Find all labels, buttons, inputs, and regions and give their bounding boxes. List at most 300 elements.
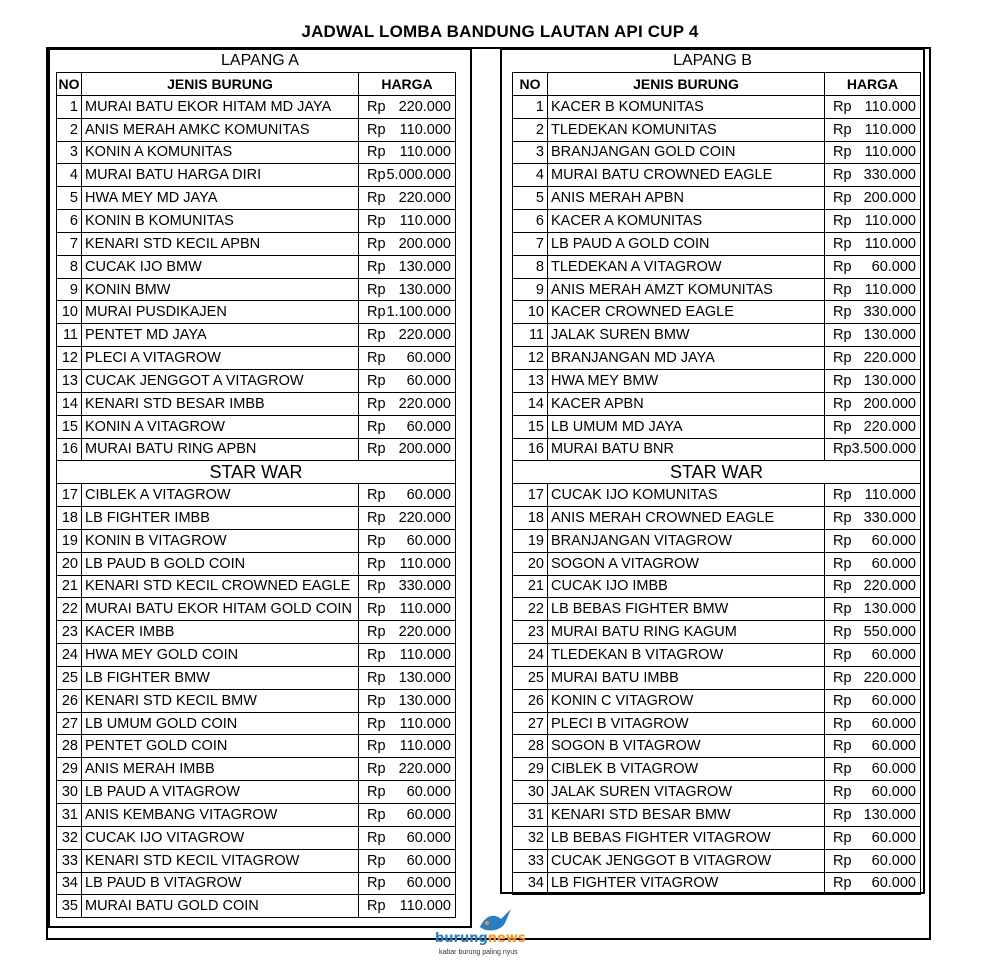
- row-harga: [825, 644, 921, 667]
- row-harga: [359, 210, 456, 233]
- row-jenis-burung: ANIS MERAH CROWNED EAGLE: [548, 507, 825, 530]
- row-no: 20: [513, 552, 548, 575]
- row-currency: Rp: [833, 258, 852, 275]
- row-currency: Rp: [833, 281, 852, 298]
- table-row: [513, 141, 921, 164]
- row-jenis-burung: KENARI STD KECIL VITAGROW: [82, 849, 359, 872]
- row-amount: 60.000: [871, 555, 916, 572]
- row-harga: [825, 164, 921, 187]
- row-jenis-burung: LB FIGHTER VITAGROW: [548, 872, 825, 895]
- row-amount: 3.500.000: [851, 441, 917, 458]
- row-currency: Rp: [367, 692, 386, 709]
- row-amount: 220.000: [398, 509, 451, 526]
- row-harga: [359, 712, 456, 735]
- row-amount: 60.000: [871, 852, 916, 869]
- table-row: [513, 598, 921, 621]
- header-jenis-burung: JENIS BURUNG: [548, 73, 825, 96]
- table-row: [513, 644, 921, 667]
- row-jenis-burung: CUCAK IJO BMW: [82, 255, 359, 278]
- row-harga: [825, 758, 921, 781]
- row-harga: [359, 95, 456, 118]
- row-no: 11: [513, 324, 548, 347]
- table-row: [57, 621, 456, 644]
- row-jenis-burung: SOGON A VITAGROW: [548, 552, 825, 575]
- row-amount: 130.000: [398, 258, 451, 275]
- table-row: [513, 164, 921, 187]
- row-amount: 60.000: [871, 692, 916, 709]
- row-harga: [359, 758, 456, 781]
- row-harga: [359, 301, 456, 324]
- row-harga: [825, 301, 921, 324]
- row-amount: 110.000: [399, 601, 451, 618]
- row-amount: 220.000: [863, 418, 916, 435]
- row-currency: Rp: [833, 235, 852, 252]
- row-jenis-burung: KONIN A KOMUNITAS: [82, 141, 359, 164]
- row-no: 27: [57, 712, 82, 735]
- row-harga: [359, 484, 456, 507]
- row-jenis-burung: CUCAK JENGGOT A VITAGROW: [82, 369, 359, 392]
- row-jenis-burung: HWA MEY BMW: [548, 369, 825, 392]
- row-amount: 110.000: [399, 121, 451, 138]
- row-jenis-burung: KACER IMBB: [82, 621, 359, 644]
- row-jenis-burung: SOGON B VITAGROW: [548, 735, 825, 758]
- row-currency: Rp: [367, 441, 386, 458]
- row-jenis-burung: HWA MEY GOLD COIN: [82, 644, 359, 667]
- row-jenis-burung: CIBLEK A VITAGROW: [82, 484, 359, 507]
- row-currency: Rp: [367, 898, 386, 915]
- row-currency: Rp: [367, 304, 386, 321]
- row-harga: [359, 164, 456, 187]
- burungnews-logo: [435, 905, 545, 965]
- row-amount: 110.000: [399, 647, 451, 664]
- row-currency: Rp: [833, 212, 852, 229]
- header-harga: HARGA: [825, 73, 921, 96]
- row-currency: Rp: [367, 829, 386, 846]
- row-no: 16: [513, 438, 548, 461]
- row-currency: Rp: [833, 852, 852, 869]
- row-harga: [359, 644, 456, 667]
- row-harga: [825, 392, 921, 415]
- table-row: [57, 826, 456, 849]
- row-jenis-burung: CUCAK IJO KOMUNITAS: [548, 484, 825, 507]
- row-amount: 60.000: [871, 784, 916, 801]
- row-jenis-burung: BRANJANGAN GOLD COIN: [548, 141, 825, 164]
- row-jenis-burung: KENARI STD KECIL CROWNED EAGLE: [82, 575, 359, 598]
- table-row: [57, 164, 456, 187]
- row-no: 30: [57, 781, 82, 804]
- row-jenis-burung: KACER A KOMUNITAS: [548, 210, 825, 233]
- table-row: [513, 621, 921, 644]
- row-no: 22: [57, 598, 82, 621]
- row-harga: [359, 141, 456, 164]
- row-no: 9: [57, 278, 82, 301]
- table-row: [57, 392, 456, 415]
- table-row: [513, 552, 921, 575]
- table-row: [57, 95, 456, 118]
- row-currency: Rp: [367, 669, 386, 686]
- row-no: 16: [57, 438, 82, 461]
- table-row: [513, 301, 921, 324]
- row-harga: [825, 598, 921, 621]
- row-amount: 330.000: [863, 304, 916, 321]
- row-currency: Rp: [367, 372, 386, 389]
- row-amount: 330.000: [398, 578, 451, 595]
- row-harga: [359, 392, 456, 415]
- table-row: [513, 712, 921, 735]
- table-row: [513, 392, 921, 415]
- star-war-section-row: [513, 461, 921, 484]
- row-harga: [359, 255, 456, 278]
- table-row: [513, 438, 921, 461]
- row-amount: 330.000: [863, 167, 916, 184]
- row-currency: Rp: [367, 487, 386, 504]
- table-row: [513, 689, 921, 712]
- lapang-a-label: LAPANG A: [221, 52, 299, 69]
- table-row: [57, 712, 456, 735]
- row-jenis-burung: KENARI STD BESAR BMW: [548, 804, 825, 827]
- row-amount: 130.000: [398, 669, 451, 686]
- row-jenis-burung: MURAI BATU EKOR HITAM MD JAYA: [82, 95, 359, 118]
- table-row: [513, 232, 921, 255]
- row-amount: 130.000: [863, 327, 916, 344]
- row-currency: Rp: [833, 532, 852, 549]
- row-currency: Rp: [367, 806, 386, 823]
- table-row: [513, 255, 921, 278]
- row-amount: 200.000: [398, 441, 451, 458]
- row-no: 3: [57, 141, 82, 164]
- row-harga: [825, 141, 921, 164]
- row-no: 10: [57, 301, 82, 324]
- row-jenis-burung: MURAI BATU HARGA DIRI: [82, 164, 359, 187]
- row-currency: Rp: [833, 738, 852, 755]
- row-amount: 220.000: [398, 190, 451, 207]
- row-harga: [825, 210, 921, 233]
- table-row: [513, 826, 921, 849]
- row-currency: Rp: [833, 418, 852, 435]
- row-amount: 110.000: [864, 487, 916, 504]
- row-jenis-burung: LB BEBAS FIGHTER VITAGROW: [548, 826, 825, 849]
- row-jenis-burung: LB PAUD B GOLD COIN: [82, 552, 359, 575]
- row-amount: 110.000: [864, 212, 916, 229]
- row-amount: 5.000.000: [386, 167, 451, 184]
- row-amount: 130.000: [398, 281, 451, 298]
- row-harga: [359, 529, 456, 552]
- row-currency: Rp: [367, 258, 386, 275]
- row-amount: 220.000: [398, 761, 451, 778]
- row-currency: Rp: [833, 784, 852, 801]
- row-no: 32: [57, 826, 82, 849]
- row-jenis-burung: LB FIGHTER BMW: [82, 666, 359, 689]
- row-jenis-burung: BRANJANGAN VITAGROW: [548, 529, 825, 552]
- header-jenis-burung: JENIS BURUNG: [82, 73, 359, 96]
- row-currency: Rp: [367, 235, 386, 252]
- row-jenis-burung: CUCAK IJO IMBB: [548, 575, 825, 598]
- table-row: [57, 575, 456, 598]
- row-currency: Rp: [367, 281, 386, 298]
- row-currency: Rp: [833, 372, 852, 389]
- row-currency: Rp: [367, 738, 386, 755]
- row-jenis-burung: CIBLEK B VITAGROW: [548, 758, 825, 781]
- row-amount: 60.000: [406, 829, 451, 846]
- table-row: [57, 232, 456, 255]
- row-no: 4: [513, 164, 548, 187]
- table-row: [513, 210, 921, 233]
- table-row: [513, 324, 921, 347]
- row-no: 34: [513, 872, 548, 895]
- row-amount: 130.000: [398, 692, 451, 709]
- logo-word-2: news: [487, 931, 526, 946]
- table-row: [57, 758, 456, 781]
- row-currency: Rp: [367, 350, 386, 367]
- table-row: [513, 849, 921, 872]
- row-currency: Rp: [833, 487, 852, 504]
- row-no: 21: [513, 575, 548, 598]
- row-amount: 60.000: [871, 738, 916, 755]
- row-no: 25: [57, 666, 82, 689]
- row-no: 14: [513, 392, 548, 415]
- table-row: [513, 95, 921, 118]
- table-row: [57, 804, 456, 827]
- row-no: 9: [513, 278, 548, 301]
- row-currency: Rp: [833, 875, 852, 892]
- row-no: 15: [57, 415, 82, 438]
- row-harga: [825, 484, 921, 507]
- row-jenis-burung: LB FIGHTER IMBB: [82, 507, 359, 530]
- row-currency: Rp: [833, 509, 852, 526]
- table-row: [513, 529, 921, 552]
- row-harga: [359, 415, 456, 438]
- lapang-b-table: [512, 72, 921, 895]
- row-amount: 220.000: [398, 395, 451, 412]
- table-row: [57, 849, 456, 872]
- table-row: [57, 781, 456, 804]
- row-jenis-burung: MURAI BATU RING KAGUM: [548, 621, 825, 644]
- row-jenis-burung: PLECI A VITAGROW: [82, 347, 359, 370]
- row-no: 27: [513, 712, 548, 735]
- row-amount: 60.000: [871, 715, 916, 732]
- table-row: [57, 598, 456, 621]
- row-jenis-burung: KONIN B VITAGROW: [82, 529, 359, 552]
- row-harga: [359, 118, 456, 141]
- logo-word-1: burung: [435, 931, 488, 946]
- row-amount: 110.000: [399, 144, 451, 161]
- logo-wordmark: [435, 931, 526, 946]
- row-currency: Rp: [833, 190, 852, 207]
- table-row: [513, 781, 921, 804]
- table-row: [57, 644, 456, 667]
- row-no: 35: [57, 895, 82, 918]
- row-amount: 110.000: [864, 235, 916, 252]
- table-row: [513, 735, 921, 758]
- table-row: [513, 804, 921, 827]
- row-amount: 110.000: [864, 281, 916, 298]
- row-jenis-burung: BRANJANGAN MD JAYA: [548, 347, 825, 370]
- row-amount: 60.000: [406, 372, 451, 389]
- table-row: [513, 666, 921, 689]
- row-jenis-burung: TLEDEKAN B VITAGROW: [548, 644, 825, 667]
- row-jenis-burung: MURAI PUSDIKAJEN: [82, 301, 359, 324]
- row-amount: 60.000: [406, 875, 451, 892]
- row-harga: [359, 735, 456, 758]
- row-jenis-burung: KENARI STD BESAR IMBB: [82, 392, 359, 415]
- row-currency: Rp: [833, 761, 852, 778]
- row-no: 17: [513, 484, 548, 507]
- row-amount: 110.000: [399, 555, 451, 572]
- row-harga: [359, 552, 456, 575]
- table-row: [57, 324, 456, 347]
- row-harga: [825, 621, 921, 644]
- row-jenis-burung: ANIS MERAH AMZT KOMUNITAS: [548, 278, 825, 301]
- row-jenis-burung: KACER CROWNED EAGLE: [548, 301, 825, 324]
- row-harga: [359, 666, 456, 689]
- row-no: 33: [513, 849, 548, 872]
- row-amount: 60.000: [871, 647, 916, 664]
- row-amount: 60.000: [406, 350, 451, 367]
- table-header-row: [513, 73, 921, 96]
- table-row: [57, 187, 456, 210]
- row-no: 19: [513, 529, 548, 552]
- row-no: 5: [57, 187, 82, 210]
- row-harga: [359, 232, 456, 255]
- row-amount: 220.000: [863, 350, 916, 367]
- row-no: 13: [57, 369, 82, 392]
- row-no: 1: [513, 95, 548, 118]
- row-jenis-burung: CUCAK IJO VITAGROW: [82, 826, 359, 849]
- row-jenis-burung: ANIS MERAH APBN: [548, 187, 825, 210]
- row-jenis-burung: LB UMUM GOLD COIN: [82, 712, 359, 735]
- row-jenis-burung: KACER APBN: [548, 392, 825, 415]
- row-no: 1: [57, 95, 82, 118]
- row-no: 7: [57, 232, 82, 255]
- row-currency: Rp: [367, 532, 386, 549]
- row-currency: Rp: [833, 144, 852, 161]
- row-jenis-burung: CUCAK JENGGOT B VITAGROW: [548, 849, 825, 872]
- row-amount: 60.000: [871, 829, 916, 846]
- row-no: 5: [513, 187, 548, 210]
- row-harga: [825, 255, 921, 278]
- row-jenis-burung: PENTET MD JAYA: [82, 324, 359, 347]
- row-currency: Rp: [833, 395, 852, 412]
- row-amount: 110.000: [864, 98, 916, 115]
- row-jenis-burung: MURAI BATU RING APBN: [82, 438, 359, 461]
- row-amount: 60.000: [871, 532, 916, 549]
- row-currency: Rp: [367, 418, 386, 435]
- row-jenis-burung: MURAI BATU IMBB: [548, 666, 825, 689]
- table-row: [513, 872, 921, 895]
- row-harga: [825, 95, 921, 118]
- table-row: [513, 758, 921, 781]
- star-war-label: STAR WAR: [57, 461, 456, 484]
- row-jenis-burung: KENARI STD KECIL APBN: [82, 232, 359, 255]
- row-currency: Rp: [367, 875, 386, 892]
- row-currency: Rp: [833, 578, 852, 595]
- row-currency: Rp: [833, 98, 852, 115]
- row-no: 34: [57, 872, 82, 895]
- row-no: 15: [513, 415, 548, 438]
- table-row: [513, 484, 921, 507]
- table-row: [513, 187, 921, 210]
- row-jenis-burung: ANIS MERAH AMKC KOMUNITAS: [82, 118, 359, 141]
- row-no: 8: [513, 255, 548, 278]
- table-row: [513, 118, 921, 141]
- row-no: 29: [513, 758, 548, 781]
- row-amount: 60.000: [406, 784, 451, 801]
- row-harga: [825, 781, 921, 804]
- table-row: [57, 347, 456, 370]
- row-harga: [359, 369, 456, 392]
- row-no: 17: [57, 484, 82, 507]
- row-harga: [825, 438, 921, 461]
- row-no: 13: [513, 369, 548, 392]
- row-no: 18: [57, 507, 82, 530]
- row-currency: Rp: [367, 555, 386, 572]
- row-harga: [825, 826, 921, 849]
- row-no: 6: [57, 210, 82, 233]
- row-currency: Rp: [367, 784, 386, 801]
- row-jenis-burung: ANIS MERAH IMBB: [82, 758, 359, 781]
- row-amount: 220.000: [398, 327, 451, 344]
- table-row: [57, 872, 456, 895]
- table-row: [57, 507, 456, 530]
- table-row: [57, 415, 456, 438]
- row-currency: Rp: [367, 327, 386, 344]
- table-row: [57, 895, 456, 918]
- row-harga: [825, 507, 921, 530]
- row-jenis-burung: LB UMUM MD JAYA: [548, 415, 825, 438]
- row-no: 26: [513, 689, 548, 712]
- row-harga: [359, 278, 456, 301]
- row-harga: [359, 347, 456, 370]
- row-amount: 220.000: [398, 98, 451, 115]
- row-jenis-burung: KONIN A VITAGROW: [82, 415, 359, 438]
- row-amount: 1.100.000: [386, 304, 451, 321]
- row-harga: [825, 552, 921, 575]
- row-harga: [825, 324, 921, 347]
- row-currency: Rp: [367, 624, 386, 641]
- row-amount: 60.000: [406, 487, 451, 504]
- row-currency: Rp: [367, 761, 386, 778]
- row-currency: Rp: [367, 167, 386, 184]
- row-amount: 550.000: [863, 624, 916, 641]
- table-row: [57, 301, 456, 324]
- row-no: 18: [513, 507, 548, 530]
- row-currency: Rp: [367, 190, 386, 207]
- row-amount: 130.000: [863, 601, 916, 618]
- row-currency: Rp: [833, 624, 852, 641]
- row-jenis-burung: LB BEBAS FIGHTER BMW: [548, 598, 825, 621]
- row-amount: 110.000: [864, 144, 916, 161]
- row-no: 30: [513, 781, 548, 804]
- row-no: 28: [513, 735, 548, 758]
- row-harga: [359, 324, 456, 347]
- table-row: [57, 278, 456, 301]
- row-jenis-burung: LB PAUD A VITAGROW: [82, 781, 359, 804]
- table-row: [57, 689, 456, 712]
- row-currency: Rp: [367, 121, 386, 138]
- row-jenis-burung: LB PAUD B VITAGROW: [82, 872, 359, 895]
- logo-tagline: kabar burung paling nyus: [439, 949, 518, 956]
- row-currency: Rp: [833, 669, 852, 686]
- row-harga: [825, 666, 921, 689]
- row-amount: 110.000: [399, 715, 451, 732]
- header-harga: HARGA: [359, 73, 456, 96]
- lapang-a-table: [56, 72, 456, 918]
- row-harga: [359, 438, 456, 461]
- row-harga: [825, 347, 921, 370]
- row-currency: Rp: [833, 555, 852, 572]
- table-row: [57, 666, 456, 689]
- row-no: 24: [57, 644, 82, 667]
